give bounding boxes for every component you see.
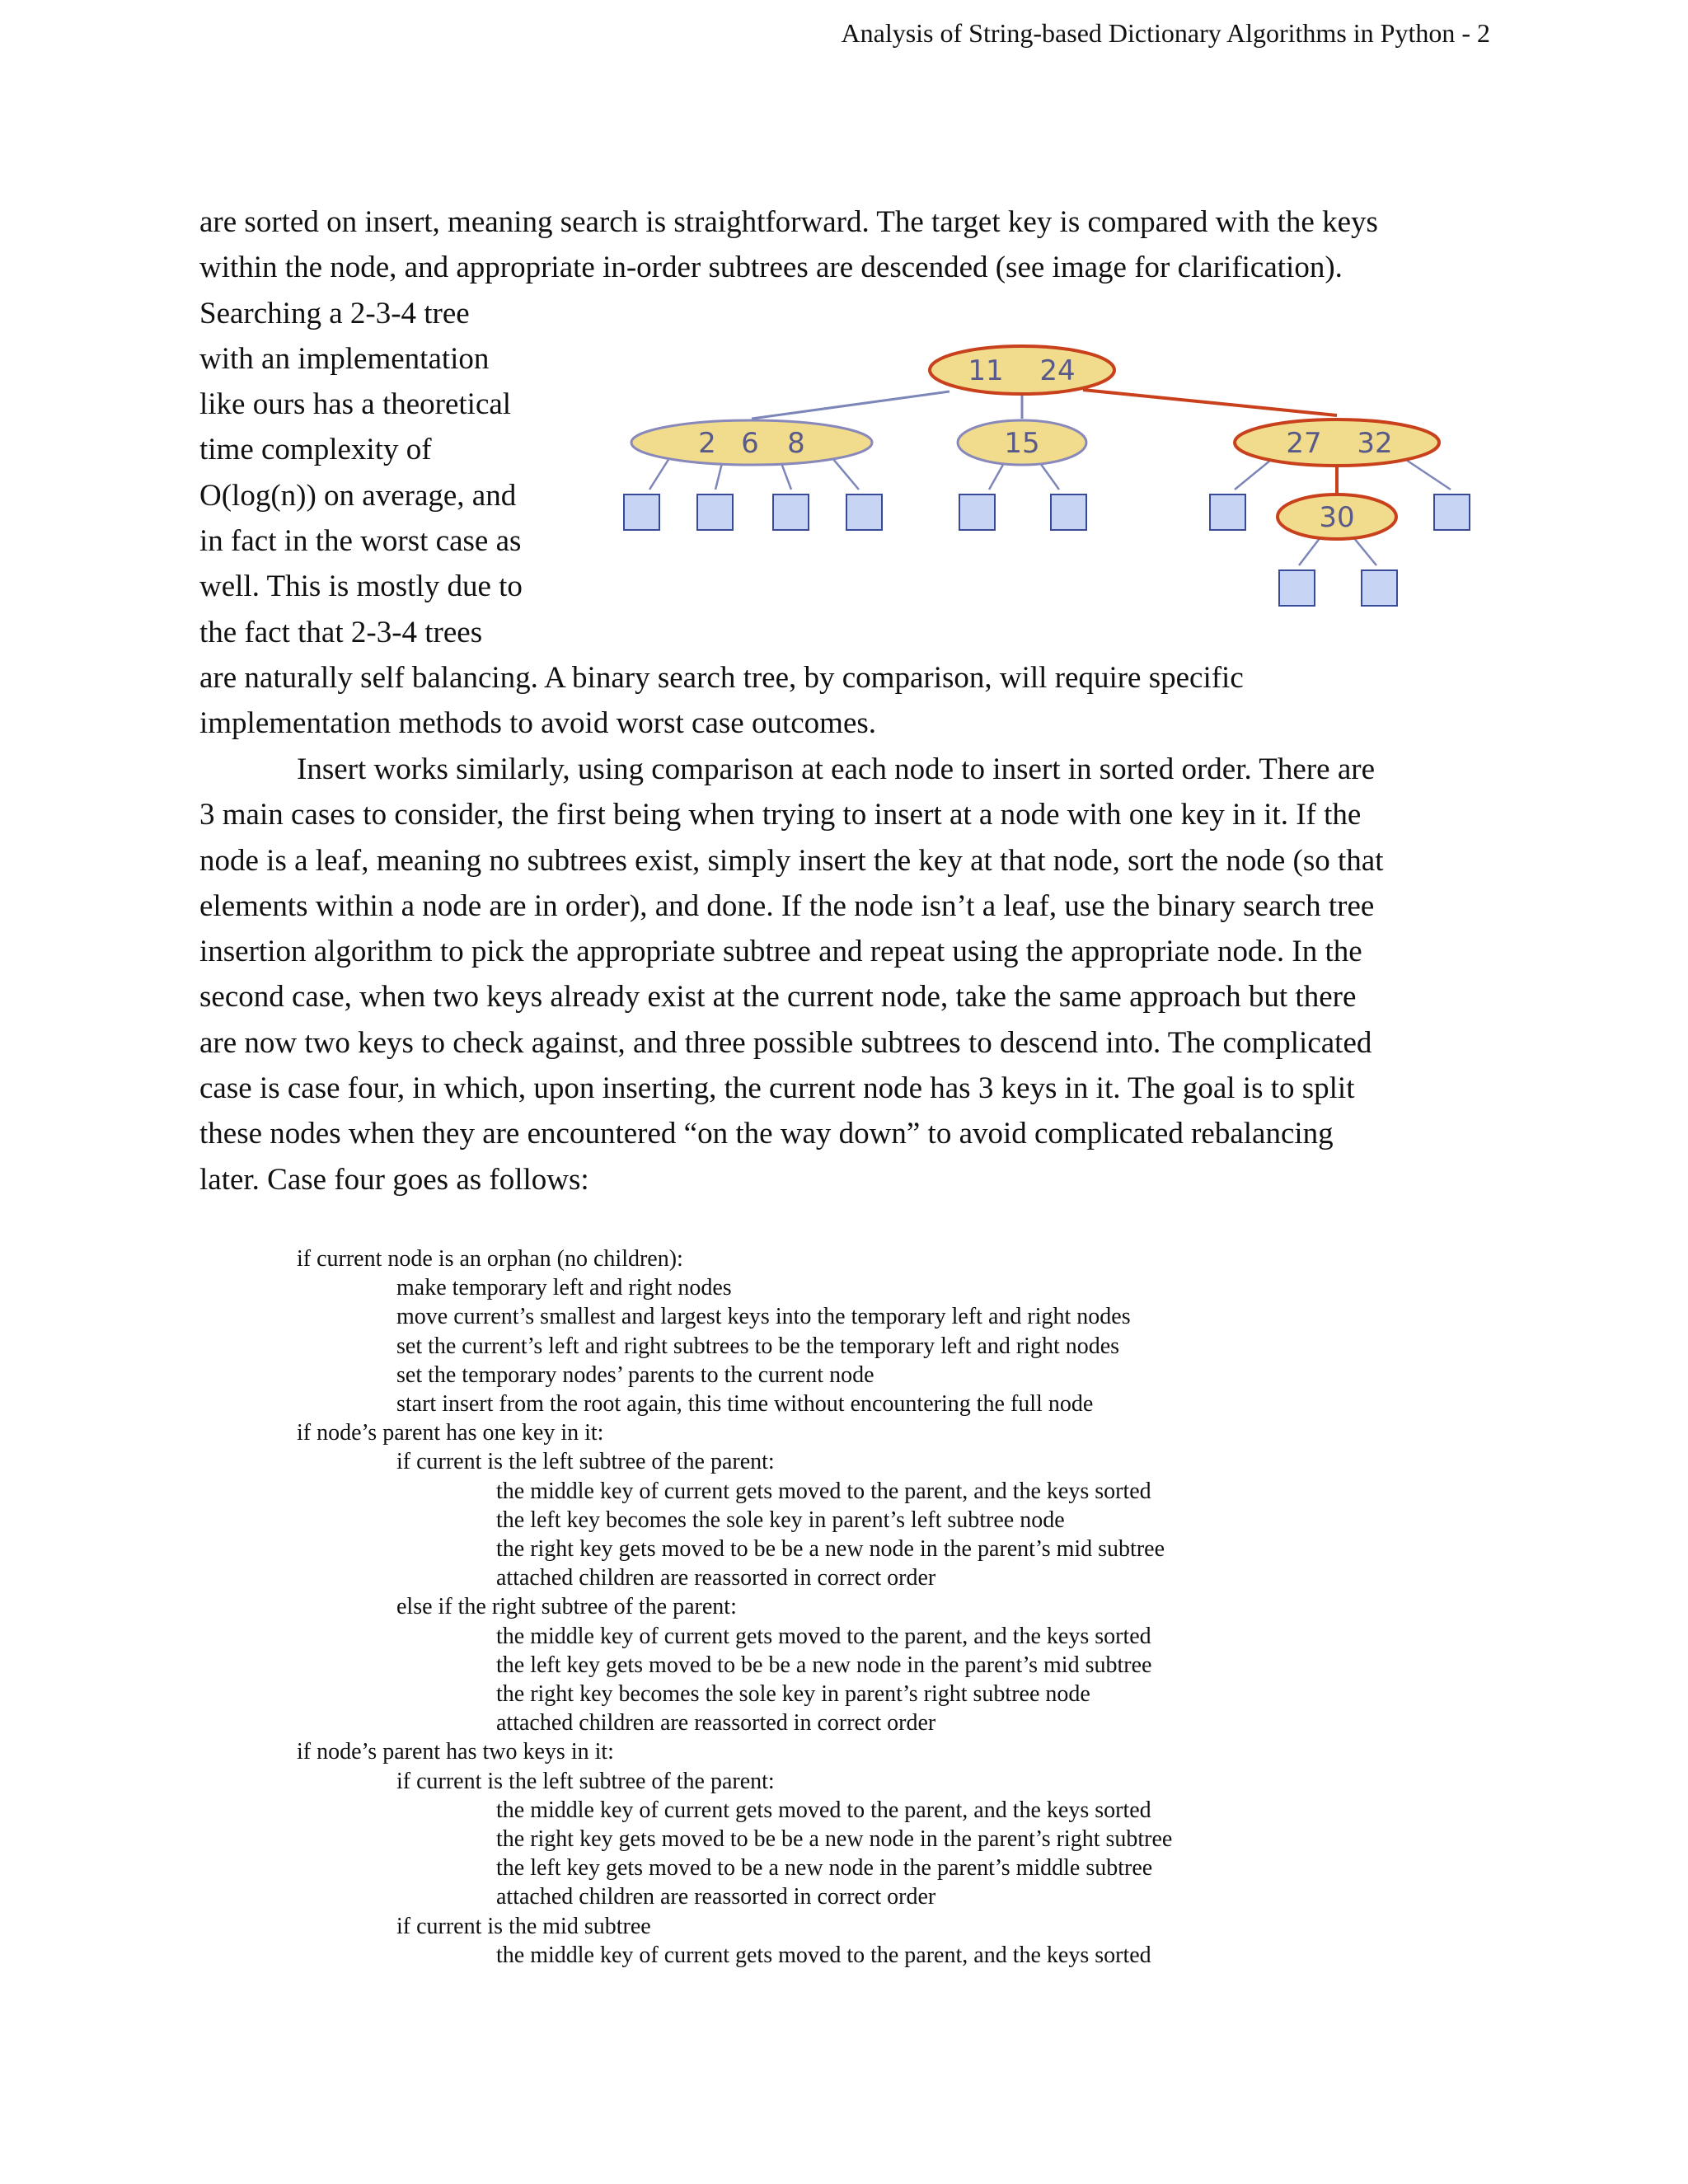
- pseudocode-line: the right key becomes the sole key in parent’s right subtree node: [496, 1681, 1090, 1708]
- pseudocode-line: start insert from the root again, this time without encountering the full node: [396, 1391, 1094, 1418]
- edge-grandchild-leaf1: [1299, 537, 1320, 565]
- leaf-square: [624, 494, 659, 530]
- pseudocode-line: the middle key of current gets moved to the parent, and the keys sorted: [496, 1478, 1151, 1504]
- text-line: are now two keys to check against, and three possible subtrees to descend into. The complicated: [199, 1025, 1372, 1060]
- pseudocode-line: move current’s smallest and largest keys into the temporary left and right nodes: [396, 1304, 1131, 1330]
- pseudocode-line: the left key gets moved to be a new node in the parent’s middle subtree: [496, 1855, 1153, 1882]
- text-line: elements within a node are in order), and done. If the node isn’t a leaf, use the binary search tree: [199, 888, 1375, 923]
- node-key: 8: [787, 427, 805, 460]
- pseudocode-line: the middle key of current gets moved to the parent, and the keys sorted: [496, 1942, 1151, 1968]
- text-line: case is case four, in which, upon inserting, the current node has 3 keys in it. The goal is to split: [199, 1071, 1355, 1106]
- pseudocode-line: the left key becomes the sole key in parent’s left subtree node: [496, 1507, 1065, 1533]
- text-line: in fact in the worst case as: [199, 524, 522, 559]
- edge-grandchild-leaf2: [1353, 537, 1376, 565]
- pseudocode-line: else if the right subtree of the parent:: [396, 1594, 737, 1620]
- edge-right-leaf3: [1406, 460, 1451, 490]
- pseudocode-line: if node’s parent has one key in it:: [297, 1420, 604, 1446]
- pseudocode-line: if current is the left subtree of the parent:: [396, 1768, 775, 1794]
- tree-node-left: [631, 420, 872, 465]
- node-key: 24: [1039, 354, 1076, 387]
- pseudocode-line: the right key gets moved to be be a new node in the parent’s mid subtree: [496, 1536, 1165, 1563]
- paragraph-insert: [199, 747, 1518, 1202]
- text-line: are sorted on insert, meaning search is straightforward. The target key is compared with the keys: [199, 205, 1378, 239]
- text-line: well. This is mostly due to: [199, 569, 523, 604]
- node-key: 11: [968, 354, 1004, 387]
- text-line: Insert works similarly, using comparison at each node to insert in sorted order. There are: [297, 752, 1375, 786]
- leaf-square: [1051, 494, 1086, 530]
- tree-234-figure: [610, 333, 1484, 613]
- tree-node-right: [1235, 419, 1439, 466]
- tree-node-grandchild: [1278, 494, 1396, 539]
- text-line: time complexity of: [199, 433, 432, 467]
- edge-left-leaf1: [649, 458, 669, 490]
- node-key: 30: [1319, 501, 1355, 534]
- text-line: implementation methods to avoid worst case outcomes.: [199, 706, 877, 741]
- pseudocode-line: the middle key of current gets moved to the parent, and the keys sorted: [496, 1797, 1151, 1823]
- node-key: 15: [1004, 427, 1040, 460]
- text-line: Searching a 2-3-4 tree: [199, 296, 470, 330]
- node-key: 27: [1286, 427, 1322, 460]
- text-line: 3 main cases to consider, the first being when trying to insert at a node with one key in it. If the: [199, 798, 1362, 832]
- text-line: like ours has a theoretical: [199, 387, 512, 422]
- pseudocode-line: if current is the mid subtree: [396, 1913, 651, 1939]
- running-header: Analysis of String-based Dictionary Algorithms in Python - 2: [841, 18, 1490, 48]
- edge-left-leaf3: [781, 463, 791, 490]
- edge-middle-leaf1: [989, 463, 1004, 490]
- leaf-square: [1279, 570, 1315, 606]
- edge-root-right: [1083, 390, 1337, 415]
- node-key: 2: [698, 427, 716, 460]
- pseudocode-block: [297, 1244, 1451, 1970]
- pseudocode-line: the right key gets moved to be be a new node in the parent’s right subtree: [496, 1826, 1173, 1853]
- node-key: 32: [1357, 427, 1393, 460]
- pseudocode-line: attached children are reassorted in correct order: [496, 1884, 936, 1910]
- edge-root-left: [752, 391, 950, 419]
- edge-middle-leaf2: [1040, 463, 1059, 490]
- leaf-square: [1434, 494, 1470, 530]
- text-line: with an implementation: [199, 341, 490, 376]
- pseudocode-line: if current is the left subtree of the parent:: [396, 1449, 775, 1475]
- pseudocode-line: attached children are reassorted in correct order: [496, 1710, 936, 1736]
- leaf-square: [773, 494, 809, 530]
- text-line: node is a leaf, meaning no subtrees exist, simply insert the key at that node, sort the node (so that: [199, 843, 1384, 878]
- leaf-square: [1210, 494, 1245, 530]
- pseudocode-line: make temporary left and right nodes: [396, 1275, 732, 1301]
- text-line: O(log(n)) on average, and: [199, 478, 517, 513]
- leaf-square: [1362, 570, 1397, 606]
- pseudocode-line: attached children are reassorted in correct order: [496, 1565, 936, 1591]
- text-line: are naturally self balancing. A binary search tree, by comparison, will require specific: [199, 660, 1244, 695]
- pseudocode-line: the middle key of current gets moved to the parent, and the keys sorted: [496, 1623, 1151, 1649]
- edge-right-leaf1: [1235, 460, 1271, 490]
- pseudocode-line: set the current’s left and right subtrees to be the temporary left and right nodes: [396, 1333, 1120, 1359]
- leaf-square: [959, 494, 995, 530]
- text-line: later. Case four goes as follows:: [199, 1162, 589, 1197]
- leaf-square: [697, 494, 733, 530]
- pseudocode-line: if current node is an orphan (no children):: [297, 1246, 683, 1272]
- text-line: second case, when two keys already exist at the current node, take the same approach but there: [199, 980, 1357, 1015]
- pseudocode-line: the left key gets moved to be be a new node in the parent’s mid subtree: [496, 1652, 1152, 1678]
- leaf-square: [846, 494, 882, 530]
- text-line: these nodes when they are encountered “on the way down” to avoid complicated rebalancing: [199, 1117, 1334, 1151]
- edge-left-leaf4: [832, 458, 859, 490]
- text-line: insertion algorithm to pick the appropriate subtree and repeat using the appropriate node. In the: [199, 935, 1362, 969]
- pseudocode-line: set the temporary nodes’ parents to the current node: [396, 1361, 874, 1388]
- edge-left-leaf2: [715, 463, 722, 490]
- node-key: 6: [741, 427, 759, 460]
- text-line: the fact that 2-3-4 trees: [199, 615, 483, 649]
- tree-node-middle: [958, 420, 1086, 465]
- tree-234-diagram: [610, 333, 1484, 613]
- text-line: within the node, and appropriate in-order subtrees are descended (see image for clarification).: [199, 251, 1343, 285]
- tree-node-root: [930, 346, 1114, 394]
- pseudocode-line: if node’s parent has two keys in it:: [297, 1739, 614, 1765]
